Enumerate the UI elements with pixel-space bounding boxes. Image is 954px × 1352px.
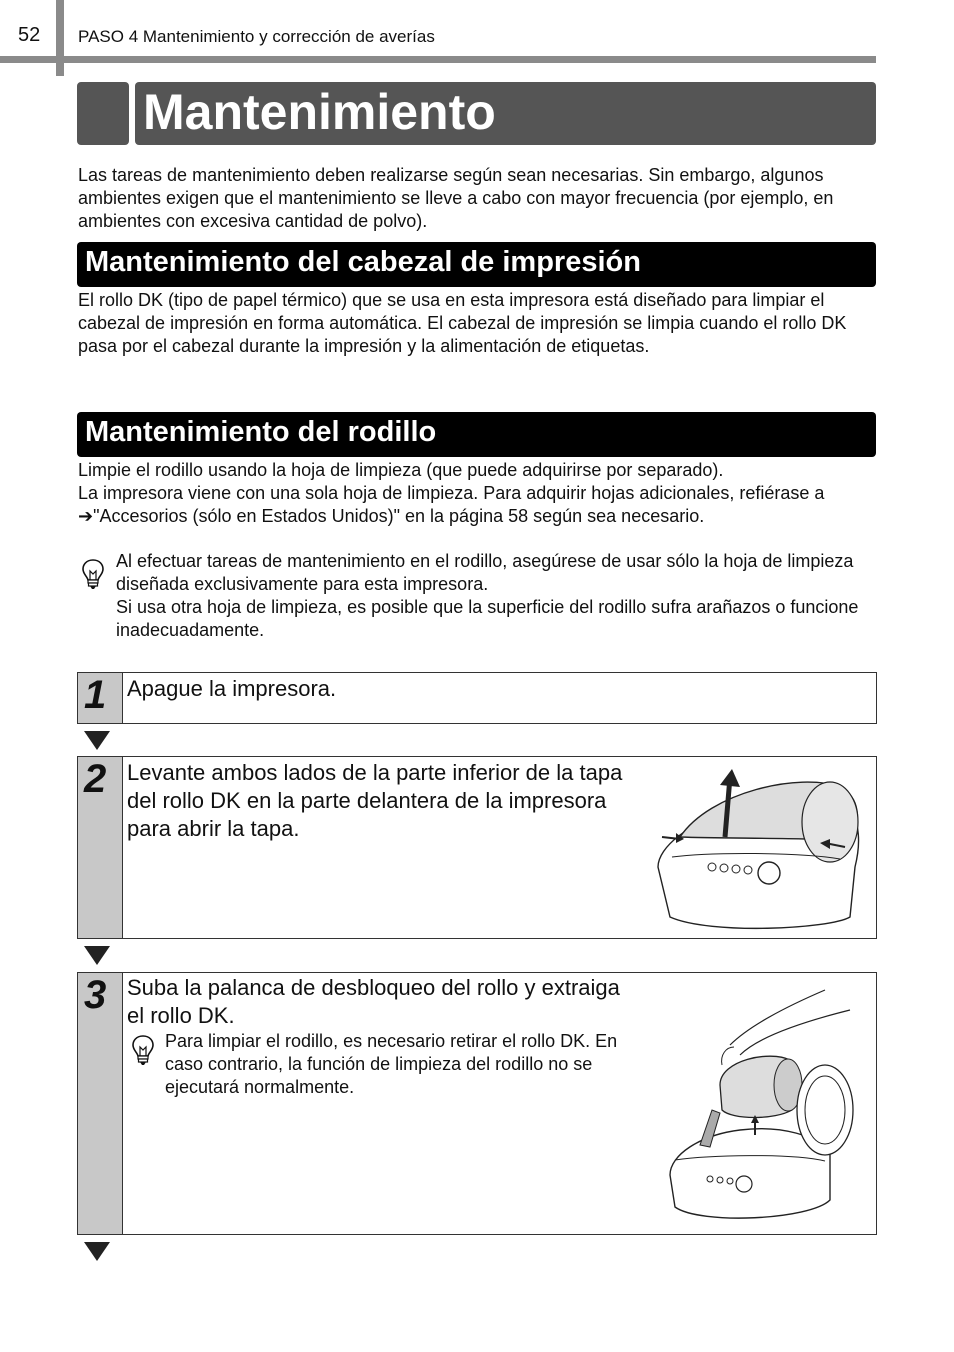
page-number: 52 bbox=[18, 24, 41, 46]
roller-paragraph bbox=[78, 459, 876, 528]
roller-note-line2: Si usa otra hoja de limpieza, es posible que la superficie del rodillo sufra arañazos o funcione inadecuadamente. bbox=[116, 597, 859, 640]
roller-note-line1: Al efectuar tareas de mantenimiento en el rodillo, asegúrese de usar sólo la hoja de limpieza diseñada exclusivamente para esta impresora. bbox=[116, 551, 854, 594]
step-3 bbox=[77, 972, 877, 1235]
next-step-arrow-icon bbox=[84, 946, 110, 965]
step-number: 2 bbox=[84, 757, 107, 801]
next-step-arrow-icon bbox=[84, 731, 110, 750]
lightbulb-note-icon bbox=[80, 557, 106, 591]
title-marker bbox=[77, 82, 129, 145]
print-head-paragraph: El rollo DK (tipo de papel térmico) que se usa en esta impresora está diseñado para limpiar el cabezal de impresión en forma automática. El cabezal de impresión se limpia cuando el rollo DK pasa por el cabezal durante la impresión y la alimentación de etiquetas. bbox=[78, 290, 847, 356]
roller-paragraph-line2: La impresora viene con una sola hoja de limpieza. Para adquirir hojas adicionales, refiérase a ➔"Accesorios (sólo en Estados Unidos)" en la página 58 según sea necesario. bbox=[78, 483, 825, 526]
section-heading-print-head bbox=[77, 242, 876, 287]
printer-remove-roll-illustration bbox=[660, 985, 860, 1230]
header-divider-vertical bbox=[56, 0, 64, 76]
roller-note bbox=[116, 550, 876, 642]
printer-open-cover-illustration bbox=[650, 767, 870, 932]
step-text: Apague la impresora. bbox=[127, 676, 337, 701]
step-2 bbox=[77, 756, 877, 939]
step-1 bbox=[77, 672, 877, 724]
reference-arrow-icon: ➔ bbox=[78, 506, 94, 526]
page-title: Mantenimiento bbox=[143, 84, 496, 140]
accessories-reference: "Accesorios (sólo en Estados Unidos)" en la página 58 según sea necesario. bbox=[93, 506, 705, 526]
step-text: Levante ambos lados de la parte inferior de la tapa del rollo DK en la parte delantera de la impresora para abrir la tapa. bbox=[127, 760, 623, 841]
next-step-arrow-icon bbox=[84, 1242, 110, 1261]
lightbulb-note-icon bbox=[130, 1033, 156, 1067]
step-number: 3 bbox=[84, 973, 107, 1017]
running-header: PASO 4 Mantenimiento y corrección de averías bbox=[78, 27, 435, 46]
intro-paragraph: Las tareas de mantenimiento deben realizarse según sean necesarias. Sin embargo, algunos ambientes exigen que el mantenimiento se lleve a cabo con mayor frecuencia (por ejemplo, en ambientes con excesiva cantidad de polvo). bbox=[78, 165, 834, 231]
header-divider-horizontal bbox=[0, 56, 876, 63]
step-text: Suba la palanca de desbloqueo del rollo y extraiga el rollo DK. bbox=[127, 975, 620, 1028]
section-heading-text: Mantenimiento del cabezal de impresión bbox=[85, 246, 641, 278]
roller-paragraph-line1: Limpie el rodillo usando la hoja de limpieza (que puede adquirirse por separado). bbox=[78, 460, 724, 480]
step-number: 1 bbox=[84, 673, 107, 717]
step-3-note: Para limpiar el rodillo, es necesario retirar el rollo DK. En caso contrario, la función de limpieza del rodillo no se ejecutará normalmente. bbox=[165, 1031, 618, 1097]
section-heading-text: Mantenimiento del rodillo bbox=[85, 416, 437, 448]
section-heading-roller bbox=[77, 412, 876, 457]
